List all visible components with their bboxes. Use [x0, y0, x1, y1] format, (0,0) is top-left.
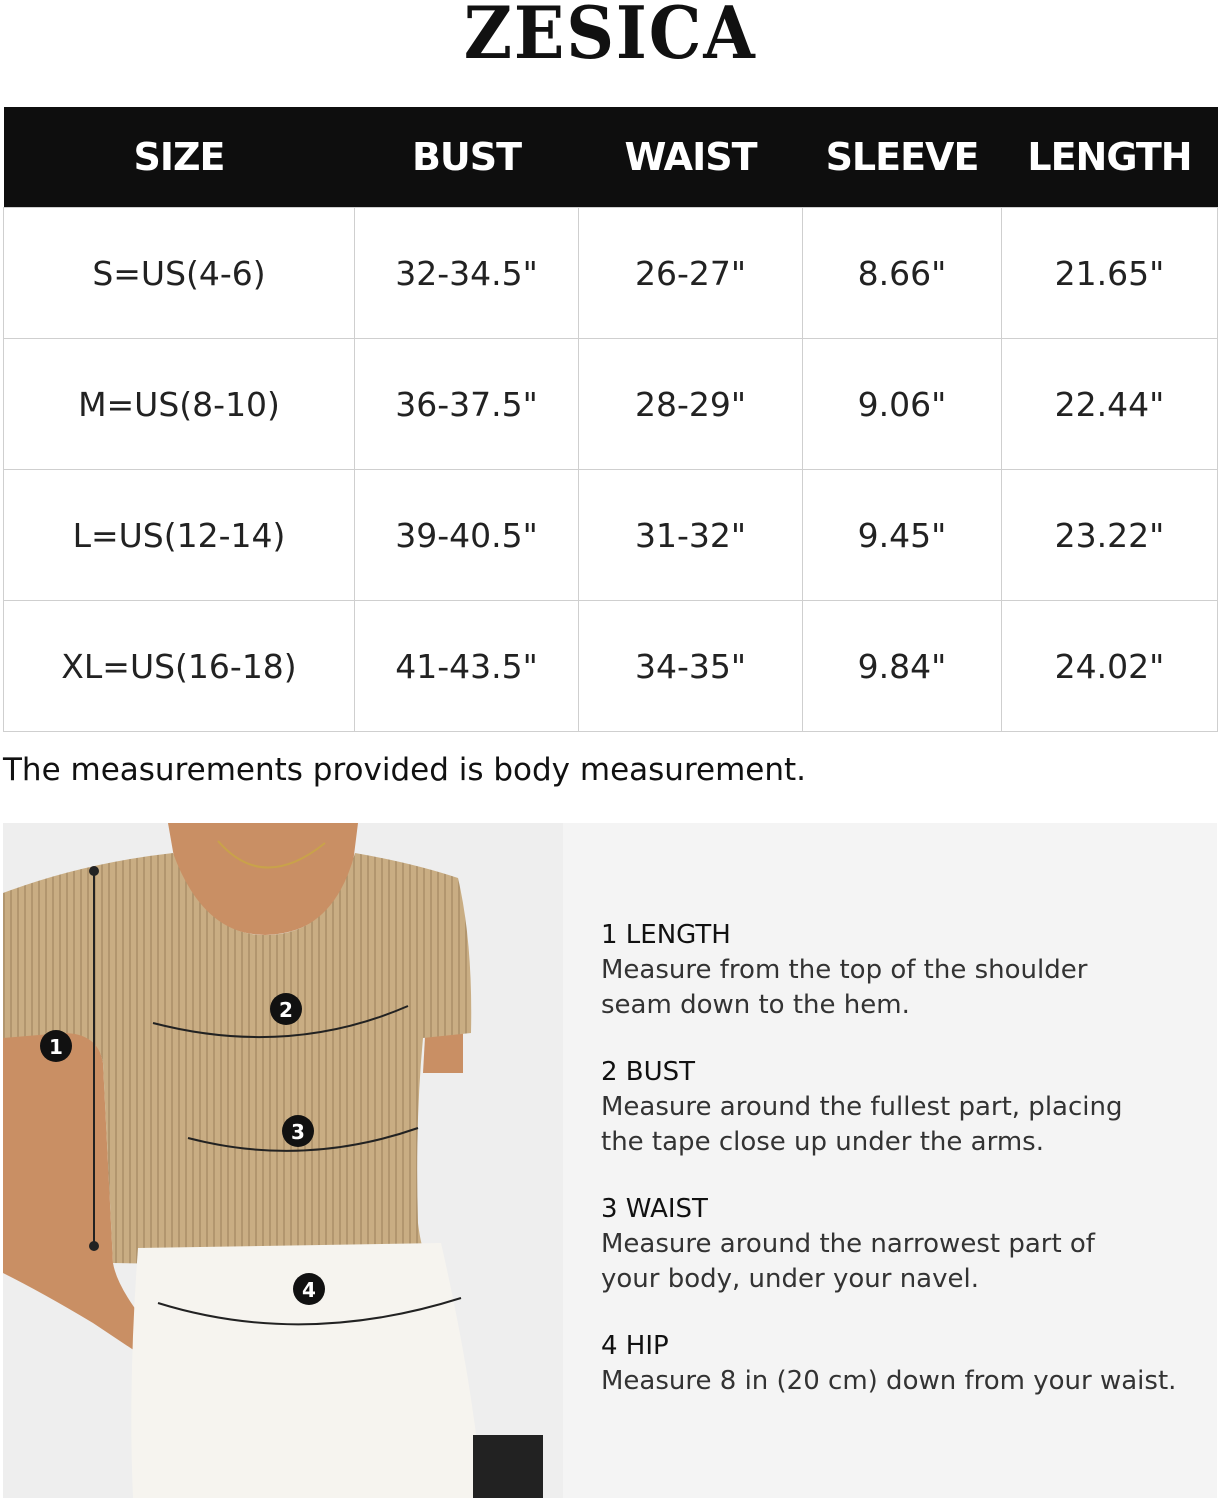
measurement-note: The measurements provided is body measurement.: [3, 752, 807, 788]
cell-size: XL=US(16-18): [4, 601, 355, 732]
cell-sleeve: 8.66": [803, 208, 1002, 339]
bag: [473, 1435, 543, 1498]
step-bust: [601, 1055, 1211, 1160]
table-row: [4, 601, 1218, 732]
marker-2: [270, 993, 302, 1025]
cell-bust: 36-37.5": [355, 339, 579, 470]
step-text: Measure from the top of the shoulder: [601, 955, 1088, 985]
step-waist: [601, 1192, 1211, 1297]
header-length: LENGTH: [1002, 107, 1218, 208]
header-waist: WAIST: [579, 107, 803, 208]
svg-text:1: 1: [49, 1035, 63, 1059]
marker-1: [40, 1030, 72, 1062]
table-row: [4, 339, 1218, 470]
cell-waist: 31-32": [579, 470, 803, 601]
cell-size: M=US(8-10): [4, 339, 355, 470]
svg-text:4: 4: [302, 1278, 316, 1302]
cell-length: 21.65": [1002, 208, 1218, 339]
table-header-row: [4, 107, 1218, 208]
cell-length: 24.02": [1002, 601, 1218, 732]
step-title: 2 BUST: [601, 1057, 696, 1087]
measurement-steps: [601, 918, 1211, 1431]
model-photo: [3, 823, 563, 1498]
step-text: the tape close up under the arms.: [601, 1127, 1044, 1157]
table-row: [4, 470, 1218, 601]
cell-waist: 28-29": [579, 339, 803, 470]
cell-bust: 32-34.5": [355, 208, 579, 339]
step-title: 3 WAIST: [601, 1194, 708, 1224]
step-title: 4 HIP: [601, 1331, 669, 1361]
step-text: your body, under your navel.: [601, 1264, 979, 1294]
step-text: Measure 8 in (20 cm) down from your waist.: [601, 1366, 1177, 1396]
header-sleeve: SLEEVE: [803, 107, 1002, 208]
size-chart-table: [3, 107, 1218, 732]
measurement-guide: [3, 823, 1217, 1498]
cell-bust: 39-40.5": [355, 470, 579, 601]
header-size: SIZE: [4, 107, 355, 208]
cell-bust: 41-43.5": [355, 601, 579, 732]
step-title: 1 LENGTH: [601, 920, 731, 950]
step-text: Measure around the fullest part, placing: [601, 1092, 1123, 1122]
cell-sleeve: 9.45": [803, 470, 1002, 601]
cell-waist: 34-35": [579, 601, 803, 732]
marker-3: [282, 1115, 314, 1147]
cell-length: 23.22": [1002, 470, 1218, 601]
step-text: seam down to the hem.: [601, 990, 910, 1020]
brand-logo: ZESICA: [463, 0, 757, 75]
cell-length: 22.44": [1002, 339, 1218, 470]
cell-waist: 26-27": [579, 208, 803, 339]
cell-size: S=US(4-6): [4, 208, 355, 339]
marker-4: [293, 1273, 325, 1305]
cell-size: L=US(12-14): [4, 470, 355, 601]
step-text: Measure around the narrowest part of: [601, 1229, 1095, 1259]
step-length: [601, 918, 1211, 1023]
table-row: [4, 208, 1218, 339]
svg-text:2: 2: [279, 998, 293, 1022]
cell-sleeve: 9.84": [803, 601, 1002, 732]
step-hip: [601, 1329, 1211, 1399]
cell-sleeve: 9.06": [803, 339, 1002, 470]
svg-text:3: 3: [291, 1120, 305, 1144]
header-bust: BUST: [355, 107, 579, 208]
